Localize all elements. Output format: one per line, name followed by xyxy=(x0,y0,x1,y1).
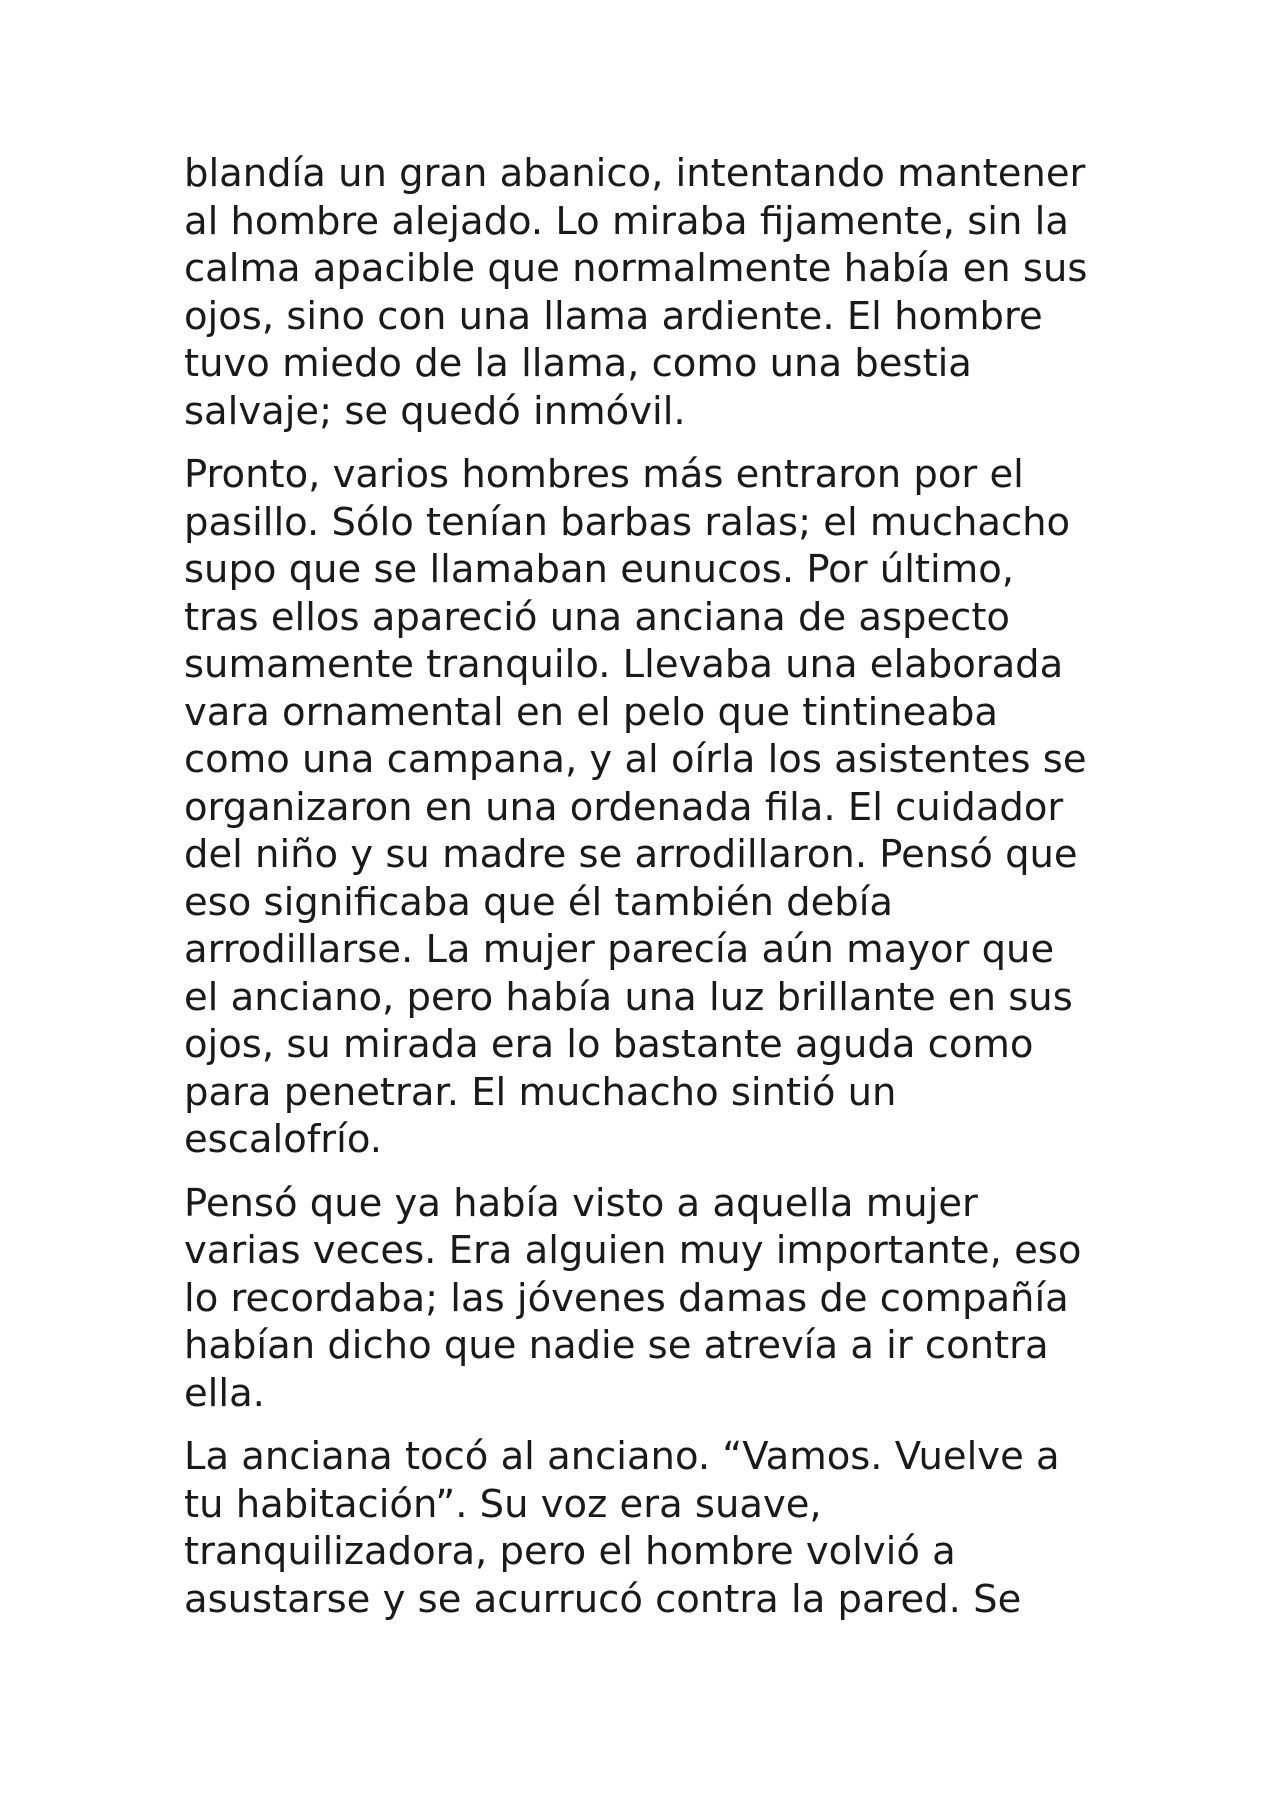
text-line: sumamente tranquilo. Llevaba una elaborada xyxy=(184,642,1064,687)
text-line: vara ornamental en el pelo que tintineaba xyxy=(184,689,998,735)
text-line: salvaje; se quedó inmóvil. xyxy=(184,388,686,434)
paragraph-1 xyxy=(184,150,1124,435)
text-line: Pensó que ya había visto a aquella mujer xyxy=(184,1180,978,1226)
text-line: del niño y su madre se arrodillaron. Pensó que xyxy=(184,832,1078,877)
text-line: blandía un gran abanico, intentando mantener xyxy=(184,151,1086,196)
text-line: ella. xyxy=(184,1370,265,1416)
text-line: arrodillarse. La mujer parecía aún mayor que xyxy=(184,927,1055,972)
paragraph-4 xyxy=(184,1433,1124,1623)
text-line: tuvo miedo de la llama, como una bestia xyxy=(184,341,972,386)
text-line: pasillo. Sólo tenían barbas ralas; el muchacho xyxy=(184,499,1071,545)
text-line: asustarse y se acurrucó contra la pared. Se xyxy=(184,1576,1022,1622)
text-line: escalofrío. xyxy=(184,1117,382,1162)
text-line: ojos, sino con una llama ardiente. El hombre xyxy=(184,293,1043,339)
text-line: como una campana, y al oírla los asistentes se xyxy=(184,737,1087,782)
text-line: ojos, su mirada era lo bastante aguda como xyxy=(184,1022,1034,1067)
body-text xyxy=(184,150,1124,1639)
paragraph-2 xyxy=(184,451,1124,1164)
paragraph-3 xyxy=(184,1180,1124,1418)
text-line: supo que se llamaban eunucos. Por último, xyxy=(184,547,1014,592)
text-line: para penetrar. El muchacho sintió un xyxy=(184,1069,897,1115)
text-line: varias veces. Era alguien muy importante, eso xyxy=(184,1228,1082,1273)
text-line: tu habitación”. Su voz era suave, xyxy=(184,1481,822,1527)
text-line: tranquilizadora, pero el hombre volvió a xyxy=(184,1529,956,1574)
text-line: Pronto, varios hombres más entraron por el xyxy=(184,452,1024,497)
text-line: habían dicho que nadie se atrevía a ir contra xyxy=(184,1323,1049,1368)
text-line: eso significaba que él también debía xyxy=(184,879,893,925)
text-line: el anciano, pero había una luz brillante en sus xyxy=(184,974,1073,1020)
text-line: La anciana tocó al anciano. “Vamos. Vuelve a xyxy=(184,1434,1060,1479)
text-line: tras ellos apareció una anciana de aspecto xyxy=(184,594,1010,640)
text-line: al hombre alejado. Lo miraba fijamente, sin la xyxy=(184,198,1069,244)
text-line: calma apacible que normalmente había en sus xyxy=(184,246,1088,291)
text-line: organizaron en una ordenada fila. El cuidador xyxy=(184,784,1064,830)
text-line: lo recordaba; las jóvenes damas de compañía xyxy=(184,1275,1069,1321)
